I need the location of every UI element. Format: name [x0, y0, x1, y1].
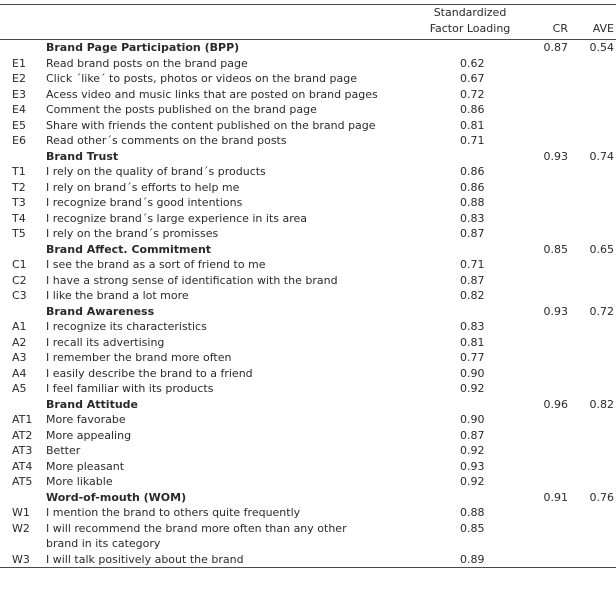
item-text: Comment the posts published on the brand page — [46, 103, 317, 116]
item-ave-empty — [574, 319, 616, 335]
group-row — [0, 242, 616, 258]
item-cr-empty — [528, 71, 574, 87]
group-row — [0, 397, 616, 413]
item-cr-empty — [528, 428, 574, 444]
table-row — [0, 459, 616, 475]
item-ave-empty — [574, 366, 616, 382]
item-text: I like the brand a lot more — [46, 289, 189, 302]
item-cr-empty — [528, 87, 574, 103]
item-code: C1 — [12, 258, 27, 271]
item-text: I rely on the brand´s promisses — [46, 227, 219, 240]
item-code: C3 — [12, 289, 27, 302]
group-sfl-empty — [412, 397, 528, 413]
item-loading: 0.83 — [460, 320, 485, 333]
group-sfl-empty — [412, 40, 528, 56]
item-text: More favorabe — [46, 413, 126, 426]
item-text: Click ´like´ to posts, photos or videos on the brand page — [46, 72, 357, 85]
item-loading: 0.72 — [460, 87, 485, 101]
item-cr-empty — [528, 381, 574, 397]
item-cr-empty — [528, 164, 574, 180]
table-row — [0, 273, 616, 289]
table-row — [0, 381, 616, 397]
item-loading: 0.86 — [460, 103, 485, 116]
item-code: T1 — [12, 165, 26, 178]
group-ave: 0.76 — [589, 490, 614, 504]
item-text: I feel familiar with its products — [46, 382, 214, 395]
item-ave-empty — [574, 521, 616, 537]
group-title: Brand Attitude — [46, 397, 138, 411]
header-ave: AVE — [574, 21, 616, 40]
item-ave-empty — [574, 428, 616, 444]
table-row — [0, 180, 616, 196]
item-ave-empty — [574, 412, 616, 428]
item-code: A3 — [12, 351, 27, 364]
item-cr-empty — [528, 521, 574, 537]
item-loading: 0.71 — [460, 134, 485, 147]
item-cr-empty — [528, 102, 574, 118]
item-loading: 0.86 — [460, 180, 485, 194]
item-text: I mention the brand to others quite frequently — [46, 506, 301, 519]
item-cr-empty — [528, 180, 574, 196]
item-text: I recall its advertising — [46, 335, 165, 349]
group-title: Word-of-mouth (WOM) — [46, 490, 187, 504]
item-loading: 0.67 — [460, 72, 485, 85]
item-text: I easily describe the brand to a friend — [46, 366, 253, 380]
item-text: I will recommend the brand more often than any other — [46, 521, 347, 535]
item-ave-empty — [574, 381, 616, 397]
table-row — [0, 257, 616, 273]
item-loading: 0.88 — [460, 196, 485, 209]
group-cr: 0.87 — [543, 41, 568, 54]
item-code: T3 — [12, 196, 26, 209]
table-row — [0, 211, 616, 227]
table-row — [0, 226, 616, 242]
group-sfl-empty — [412, 304, 528, 320]
item-text: More likable — [46, 475, 113, 488]
item-ave-empty — [574, 505, 616, 521]
item-ave-empty — [574, 350, 616, 366]
factor-loading-table — [0, 4, 616, 568]
item-loading: 0.87 — [460, 273, 485, 287]
item-loading: 0.87 — [460, 227, 485, 240]
item-code: AT3 — [12, 444, 33, 457]
item-code: E1 — [12, 56, 26, 70]
item-ave-empty — [574, 211, 616, 227]
item-code: A2 — [12, 335, 27, 349]
item-cr-empty — [528, 288, 574, 304]
item-loading: 0.90 — [460, 366, 485, 380]
item-loading: 0.90 — [460, 413, 485, 426]
item-ave-empty — [574, 71, 616, 87]
item-cr-empty — [528, 459, 574, 475]
table-row — [0, 56, 616, 72]
item-cr-empty — [528, 350, 574, 366]
item-cr-empty — [528, 552, 574, 568]
table-row — [0, 87, 616, 103]
item-loading: 0.89 — [412, 552, 528, 568]
item-text: I recognize brand´s good intentions — [46, 196, 243, 209]
item-code: A1 — [12, 320, 27, 333]
item-code: T2 — [12, 180, 26, 194]
item-ave-empty — [574, 552, 616, 568]
table-row — [0, 319, 616, 335]
table-row — [0, 164, 616, 180]
group-sfl-empty — [412, 242, 528, 258]
item-loading: 0.77 — [460, 351, 485, 364]
item-text: I remember the brand more often — [46, 351, 232, 364]
header-cr: CR — [528, 21, 574, 40]
item-text: More appealing — [46, 428, 132, 442]
item-text: I will talk positively about the brand — [36, 552, 412, 568]
table-row — [0, 288, 616, 304]
item-text: Read brand posts on the brand page — [46, 56, 248, 70]
item-loading: 0.87 — [460, 428, 485, 442]
item-text: Better — [46, 444, 81, 457]
item-ave-empty — [574, 273, 616, 289]
item-cr-empty — [528, 412, 574, 428]
item-text: I recognize its characteristics — [46, 320, 207, 333]
item-ave-empty — [574, 87, 616, 103]
item-code: T4 — [12, 211, 26, 225]
table-body — [0, 40, 616, 568]
group-title: Brand Affect. Commitment — [46, 242, 212, 256]
item-cr-empty — [528, 257, 574, 273]
item-ave-empty — [574, 164, 616, 180]
item-loading: 0.71 — [460, 258, 485, 271]
group-cr: 0.85 — [543, 242, 568, 256]
item-text: I rely on brand´s efforts to help me — [46, 180, 240, 194]
group-title: Brand Page Participation (BPP) — [46, 41, 240, 54]
item-ave-empty — [574, 56, 616, 72]
item-text: I have a strong sense of identification with the brand — [46, 273, 338, 287]
item-loading: 0.92 — [460, 382, 485, 395]
item-code: E4 — [12, 103, 26, 116]
table-row — [0, 102, 616, 118]
table-row — [0, 521, 616, 537]
item-ave-empty — [574, 226, 616, 242]
item-loading: 0.82 — [460, 289, 485, 302]
item-code-empty — [0, 536, 36, 552]
item-ave-empty — [574, 257, 616, 273]
item-cr-empty — [528, 56, 574, 72]
group-title: Brand Awareness — [46, 304, 155, 318]
table-row — [0, 443, 616, 459]
item-text: Share with friends the content published on the brand page — [46, 118, 376, 132]
item-text: More pleasant — [46, 459, 125, 473]
table-row — [0, 474, 616, 490]
item-code: E2 — [12, 72, 26, 85]
item-code: AT1 — [12, 413, 33, 426]
item-ave-empty — [574, 102, 616, 118]
item-code: E5 — [12, 118, 26, 132]
item-code: AT2 — [12, 428, 33, 442]
item-ave-empty — [574, 195, 616, 211]
item-cr-empty — [528, 536, 574, 552]
header-sfl-line2: Factor Loading — [412, 21, 528, 40]
item-cr-empty — [528, 474, 574, 490]
group-ave: 0.82 — [589, 397, 614, 411]
item-code: E6 — [12, 134, 26, 147]
item-code: W3 — [0, 552, 36, 568]
item-ave-empty — [574, 474, 616, 490]
group-code-empty — [0, 304, 36, 320]
item-cr-empty — [528, 226, 574, 242]
item-code: A4 — [12, 366, 27, 380]
item-ave-empty — [574, 459, 616, 475]
table-row — [0, 366, 616, 382]
table-row — [0, 133, 616, 149]
table-row — [0, 412, 616, 428]
item-cr-empty — [528, 133, 574, 149]
group-code-empty — [0, 397, 36, 413]
item-cr-empty — [528, 505, 574, 521]
group-row — [0, 304, 616, 320]
item-ave-empty — [574, 335, 616, 351]
header-row-1 — [0, 5, 616, 22]
item-loading: 0.85 — [460, 521, 485, 535]
table-row — [0, 195, 616, 211]
item-ave-empty — [574, 118, 616, 134]
group-title: Brand Trust — [46, 149, 119, 163]
item-code: T5 — [12, 227, 26, 240]
item-loading: 0.62 — [460, 56, 485, 70]
item-loading: 0.86 — [460, 165, 485, 178]
item-code: E3 — [12, 87, 26, 101]
group-sfl-empty — [412, 490, 528, 506]
group-row — [0, 149, 616, 165]
item-cr-empty — [528, 195, 574, 211]
table-row — [0, 505, 616, 521]
group-code-empty — [0, 490, 36, 506]
item-code: A5 — [12, 382, 27, 395]
item-loading: 0.92 — [460, 444, 485, 457]
group-code-empty — [0, 242, 36, 258]
item-cr-empty — [528, 118, 574, 134]
item-ave-empty — [574, 536, 616, 552]
group-ave: 0.74 — [589, 149, 614, 163]
table-row — [0, 350, 616, 366]
item-code: C2 — [12, 273, 27, 287]
table-row — [0, 428, 616, 444]
item-loading: 0.81 — [460, 118, 485, 132]
table-row — [0, 71, 616, 87]
item-cr-empty — [528, 319, 574, 335]
item-code: AT4 — [12, 459, 33, 473]
group-cr: 0.96 — [543, 397, 568, 411]
group-ave: 0.72 — [589, 304, 614, 318]
group-sfl-empty — [412, 149, 528, 165]
item-code: AT5 — [12, 475, 33, 488]
header-sfl-line1: Standardized — [412, 5, 528, 22]
item-cr-empty — [528, 443, 574, 459]
item-ave-empty — [574, 288, 616, 304]
item-code: W1 — [12, 506, 30, 519]
group-cr: 0.91 — [543, 490, 568, 504]
table-row — [0, 118, 616, 134]
header-row-2 — [0, 21, 616, 40]
group-row — [0, 490, 616, 506]
item-cr-empty — [528, 211, 574, 227]
table-row — [0, 552, 616, 568]
item-text: I see the brand as a sort of friend to me — [46, 258, 266, 271]
item-cr-empty — [528, 335, 574, 351]
item-loading-empty — [412, 536, 528, 552]
item-ave-empty — [574, 180, 616, 196]
item-cr-empty — [528, 366, 574, 382]
group-cr: 0.93 — [543, 149, 568, 163]
item-loading: 0.88 — [460, 506, 485, 519]
item-text: Read other´s comments on the brand posts — [46, 134, 287, 147]
item-ave-empty — [574, 133, 616, 149]
item-loading: 0.92 — [460, 475, 485, 488]
item-loading: 0.83 — [460, 211, 485, 225]
item-cr-empty — [528, 273, 574, 289]
group-ave: 0.65 — [589, 242, 614, 256]
group-code-empty — [0, 40, 36, 56]
group-row — [0, 40, 616, 56]
item-loading: 0.93 — [460, 459, 485, 473]
group-cr: 0.93 — [543, 304, 568, 318]
item-code: W2 — [12, 521, 30, 535]
item-loading: 0.81 — [460, 335, 485, 349]
group-ave: 0.54 — [589, 41, 614, 54]
table-row-continuation — [0, 536, 616, 552]
item-text-continued: brand in its category — [46, 537, 161, 550]
table-row — [0, 335, 616, 351]
group-code-empty — [0, 149, 36, 165]
item-text: Acess video and music links that are posted on brand pages — [46, 87, 378, 101]
item-text: I rely on the quality of brand´s products — [46, 165, 266, 178]
item-ave-empty — [574, 443, 616, 459]
item-text: I recognize brand´s large experience in its area — [46, 211, 308, 225]
